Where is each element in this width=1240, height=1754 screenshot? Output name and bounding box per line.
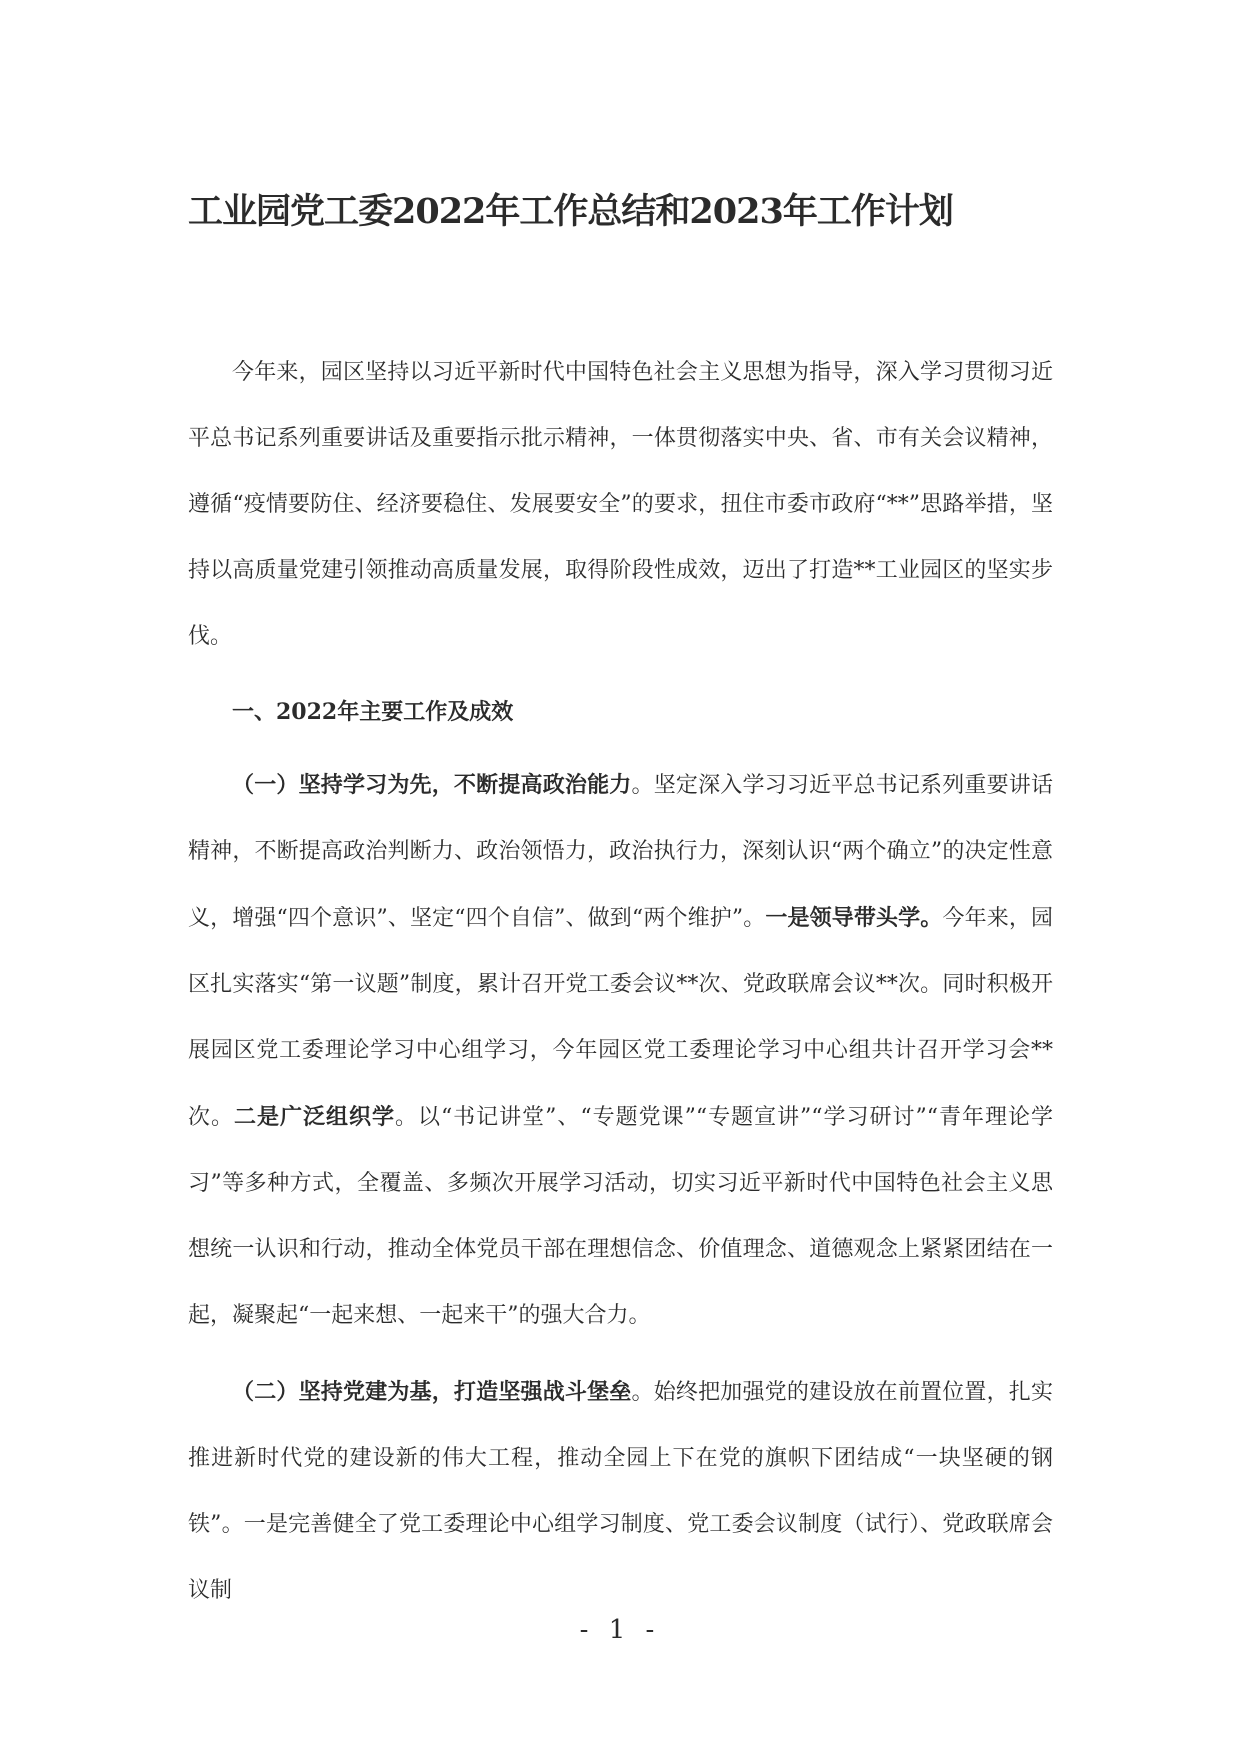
subsection-2-heading: （二）坚持党建为基，打造坚强战斗堡垒 — [232, 1379, 632, 1405]
subsection-1-text-c: 。以“书记讲堂”、“专题党课”“专题宣讲”“学习研讨”“青年理论学习”等多种方式，全覆盖、多频次开展学习活动，切实习近平新时代中国特色社会主义思想统一认识和行动，推动全体党员干部在理想信念、价值理念、道德观念上紧紧团结在一起，凝聚起“一起来想、一起来干”的强大合力。 — [188, 1105, 1053, 1328]
section-heading: 一、2022年主要工作及成效 — [232, 699, 514, 725]
subsection-1-text-a: 。坚定深入学习习近平总书记系列重要讲话精神，不断提高政治判断力、政治领悟力，政治执行力，深刻认识“两个确立”的决定性意义，增强“四个意识”、坚定“四个自信”、做到“两个维护”。 — [188, 773, 1053, 931]
subsection-1-paragraph — [188, 752, 1053, 1349]
intro-paragraph: 今年来，园区坚持以习近平新时代中国特色社会主义思想为指导，深入学习贯彻习近平总书记系列重要讲话及重要指示批示精神，一体贯彻落实中央、省、市有关会议精神，遵循“疫情要防住、经济要稳住、发展要安全”的要求，扭住市委市政府“**”思路举措，坚持以高质量党建引领推动高质量发展，取得阶段性成效，迈出了打造**工业园区的坚实步伐。 — [188, 360, 1053, 649]
subsection-2-paragraph — [188, 1359, 1053, 1624]
subsection-2-text-a: 。始终把加强党的建设放在前置位置，扎实推进新时代党的建设新的伟大工程，推动全园上下在党的旗帜下团结成“一块坚硬的钢铁”。一是完善健全了党工委理论中心组学习制度、党工委会议制度（试行）、党政联席会议制 — [188, 1380, 1053, 1603]
point-1-label: 一是领导带头学。 — [765, 905, 943, 931]
point-2-label: 二是广泛组织学 — [234, 1104, 395, 1130]
page-number: - 1 - — [579, 1615, 661, 1645]
document-title: 工业园党工委2022年工作总结和2023年工作计划 — [188, 191, 953, 232]
subsection-1-text-b: 今年来，园区扎实落实“第一议题”制度，累计召开党工委会议**次、党政联席会议**次。同时积极开展园区党工委理论学习中心组学习，今年园区党工委理论学习中心组共计召开学习会**次。 — [188, 906, 1053, 1130]
subsection-1-heading: （一）坚持学习为先，不断提高政治能力 — [232, 772, 632, 798]
